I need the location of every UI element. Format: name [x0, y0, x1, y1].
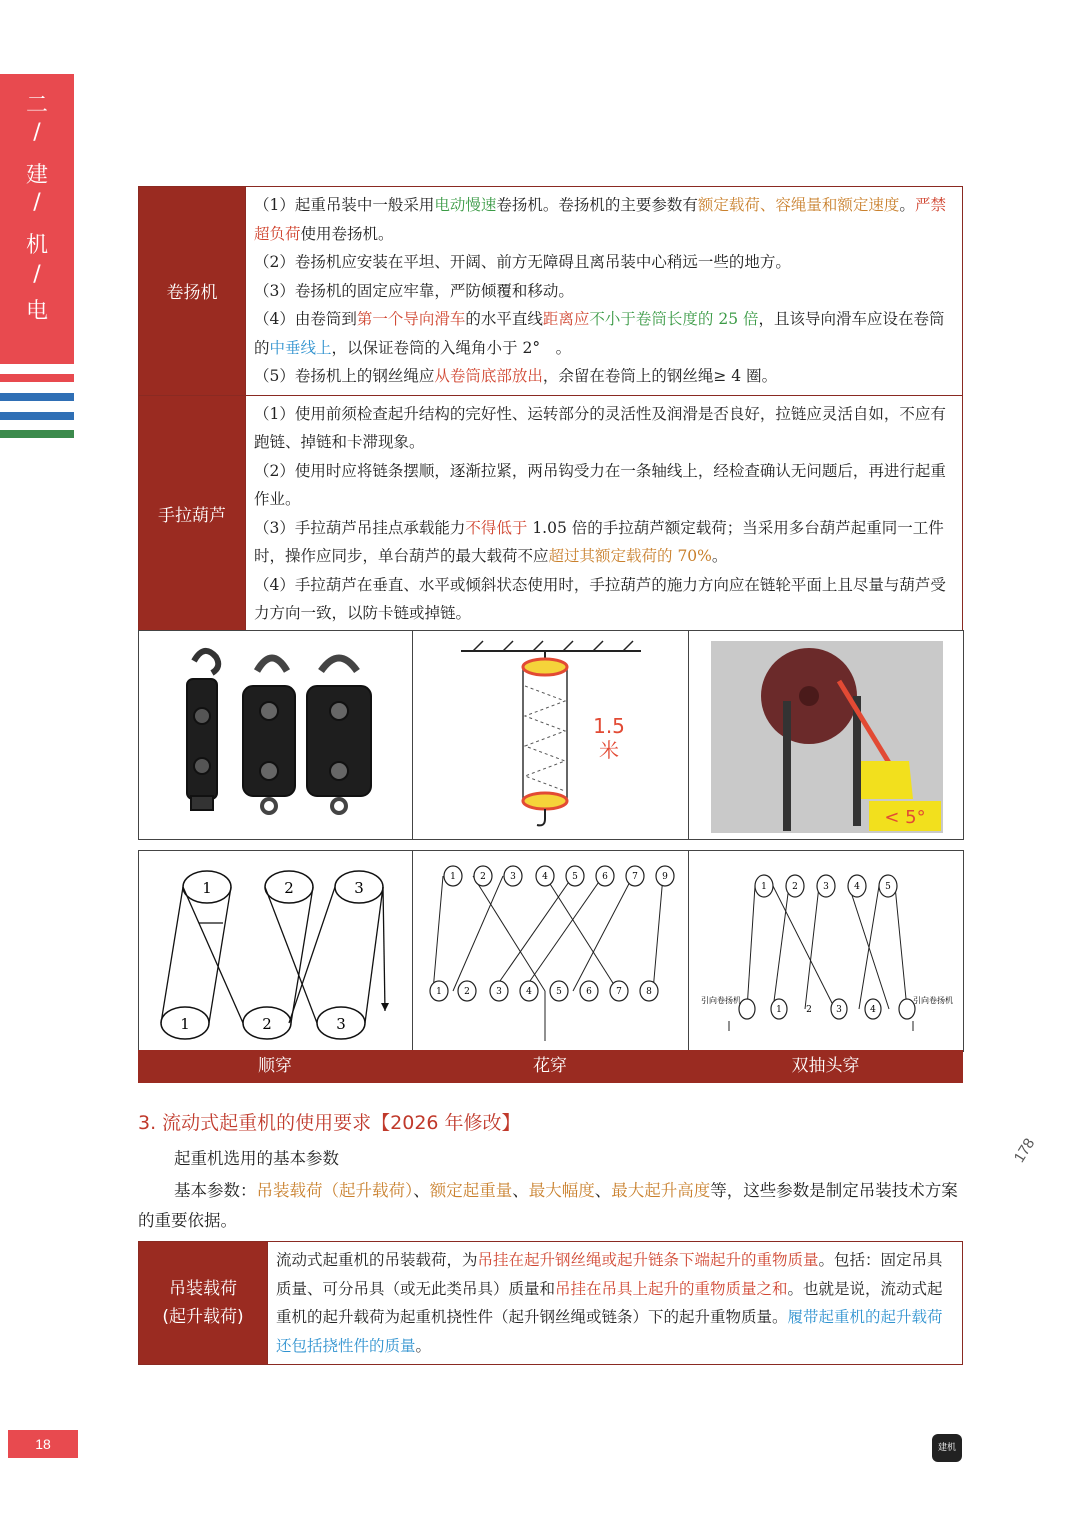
hoist-row	[139, 395, 963, 632]
text-run: （1）使用前须检查起升结构的完好性、运转部分的灵活性及润滑是否良好，拉链应灵活自如，不应有跑链、掉链和卡滞现象。	[254, 404, 946, 451]
corner-logo: 建机	[932, 1434, 962, 1462]
side-tab-char: /	[33, 120, 41, 145]
figure-sequential-reeving	[138, 850, 414, 1052]
text-run: 的水平直线	[465, 310, 543, 328]
text-run: 、	[413, 1181, 430, 1200]
list-item	[254, 400, 954, 457]
load-content	[268, 1242, 963, 1365]
text-run: 最大幅度	[528, 1181, 595, 1200]
text-run: 。	[415, 1336, 432, 1355]
load-row	[139, 1242, 963, 1365]
text-run: 电动慢速	[434, 196, 497, 214]
basic-params-paragraph	[138, 1176, 964, 1236]
drum-illustration	[413, 631, 689, 839]
text-run: 、	[594, 1181, 612, 1200]
drum-length-value: 1.5	[593, 714, 625, 738]
figure-entry-angle	[688, 630, 964, 840]
flower-top-label: 5	[572, 872, 578, 882]
seq-top-2: 2	[284, 879, 294, 897]
text-run: （5）卷扬机上的钢丝绳应	[254, 367, 435, 385]
stripe-blue-2	[0, 412, 74, 420]
entry-angle-label: < 5°	[884, 807, 926, 828]
seq-bottom-1: 1	[180, 1015, 190, 1033]
text-run: 从卷筒底部放出	[434, 367, 543, 385]
text-run: （2）使用时应将链条摆顺，逐渐拉紧，两吊钩受力在一条轴线上，经检查确认无问题后，再进行起重作业。	[254, 461, 946, 508]
hoist-content	[246, 395, 963, 632]
seq-top-1: 1	[202, 879, 212, 897]
caption-flower: 花穿	[533, 1056, 567, 1076]
text-run: 吊挂在吊具上起升的重物质量之和	[555, 1279, 788, 1298]
winch-row	[139, 187, 963, 396]
double-top-label: 3	[823, 882, 829, 892]
winch-hoist-table	[138, 186, 963, 633]
text-run: 履带起重机的起升载荷还包括挠性件的质量	[276, 1308, 943, 1355]
side-tab-char: 机	[25, 233, 48, 258]
text-run: 吊挂在起升钢丝绳或起升链条下端起升的重物质量	[477, 1251, 819, 1269]
list-item	[254, 248, 954, 277]
text-run: 额定起重量	[429, 1181, 513, 1200]
load-label-line-2: (起升载荷)	[162, 1307, 244, 1327]
double-bottom-label: 1	[776, 1005, 782, 1015]
reeving-caption-bar	[138, 1050, 963, 1083]
text-run: 使用卷扬机。	[300, 224, 394, 243]
text-run: （4）由卷筒到	[254, 310, 357, 328]
text-run: 流动式起重机的吊装载荷，为	[276, 1251, 478, 1269]
chapter-side-tab	[0, 74, 74, 364]
stripe-red	[0, 374, 74, 382]
text-run: 超过其额定载荷的 70%	[548, 547, 712, 565]
text-run: 额定载荷、容绳量和额定速度	[697, 196, 900, 214]
section-title: 3. 流动式起重机的使用要求【2026 年修改】	[138, 1112, 521, 1134]
text-run: 严禁超负荷	[254, 196, 946, 243]
list-item	[254, 514, 954, 571]
seq-bottom-2: 2	[262, 1015, 272, 1033]
list-item	[254, 277, 954, 306]
text-run: ，余留在卷筒上的钢丝绳≥ 4 圈。	[542, 367, 778, 385]
text-run: （2）卷扬机应安装在平坦、开阔、前方无障碍且离吊装中心稍远一些的地方。	[254, 253, 791, 271]
text-run: ，且该导向滑车应设在卷筒的	[254, 310, 945, 357]
text-run: 吊装载荷（起升载荷）	[256, 1181, 414, 1200]
stripe-green	[0, 430, 74, 438]
figure-pulley-blocks	[138, 630, 414, 840]
text-run: （4）手拉葫芦在垂直、水平或倾斜状态使用时，手拉葫芦的施力方向应在链轮平面上且尽量与葫芦受力方向一致，以防卡链或掉链。	[254, 575, 946, 622]
text-run: 。也就是说，流动式起重机的起升载荷为起重机挠性件（起升钢丝绳或链条）下的起升重物质量。	[276, 1279, 943, 1326]
sequential-reeving-diagram	[139, 851, 413, 1051]
list-item	[254, 362, 954, 391]
text-run: ，以保证卷筒的入绳角小于 2° 。	[331, 338, 572, 357]
double-top-label: 5	[885, 882, 891, 892]
flower-top-label: 1	[450, 872, 456, 882]
load-table	[138, 1241, 963, 1365]
side-tab-char: 电	[25, 299, 48, 324]
winch-label: 卷扬机	[139, 187, 246, 396]
text-run: 最大起升高度	[611, 1181, 711, 1200]
text-run: 不得低于	[465, 518, 528, 537]
caption-double-end: 双抽头穿	[791, 1056, 860, 1076]
flower-bottom-label: 6	[586, 987, 592, 997]
margin-note: 178	[1010, 1135, 1039, 1166]
flower-top-label: 7	[632, 872, 638, 882]
text-run: 。包括：固定吊具质量、可分吊具（或无此类吊具）质量和	[276, 1251, 943, 1298]
seq-top-3: 3	[354, 879, 364, 897]
double-side-label-right: 引向卷扬机	[913, 996, 953, 1005]
winch-content	[246, 187, 963, 396]
double-top-label: 1	[761, 882, 767, 892]
hoist-label: 手拉葫芦	[139, 395, 246, 632]
page-number: 18	[8, 1430, 78, 1458]
pulley-blocks-illustration	[139, 631, 413, 839]
entry-angle-photo	[689, 631, 963, 839]
side-tab-char: /	[33, 262, 41, 287]
flower-bottom-label: 4	[526, 987, 532, 997]
figure-flower-reeving	[412, 850, 690, 1052]
list-item	[254, 457, 954, 514]
flower-bottom-label: 5	[556, 987, 562, 997]
caption-sequential: 顺穿	[258, 1056, 292, 1076]
text-run: （3）卷扬机的固定应牢靠，严防倾覆和移动。	[254, 281, 574, 300]
text-run: 不小于卷筒长度的 25 倍	[589, 310, 759, 328]
double-bottom-label: 3	[836, 1005, 842, 1015]
load-label	[139, 1242, 268, 1365]
double-side-label-left: 引向卷扬机	[701, 996, 741, 1005]
side-tab-char: 建	[25, 163, 48, 188]
side-tab-char: /	[33, 190, 41, 215]
double-end-reeving-diagram	[689, 851, 963, 1051]
flower-bottom-label: 1	[436, 987, 442, 997]
flower-top-label: 3	[510, 872, 516, 882]
text-run: 。	[711, 547, 728, 565]
flower-bottom-label: 8	[646, 987, 652, 997]
flower-bottom-label: 2	[464, 987, 470, 997]
list-item	[254, 305, 954, 362]
text-run: （3）手拉葫芦吊挂点承载能力	[254, 518, 466, 537]
load-label-line-1: 吊装载荷	[169, 1279, 237, 1299]
double-bottom-label: 2	[806, 1005, 812, 1015]
drum-length-unit: 米	[599, 738, 619, 762]
text-run: 1.05 倍的手拉葫芦额定载荷；当采用多台葫芦起重同一工件时，操作应同步，单台葫芦的最大载荷不应	[254, 518, 944, 565]
stripe-blue-1	[0, 393, 74, 401]
text-run: 中垂线上	[269, 338, 332, 357]
text-run: 卷扬机。卷扬机的主要参数有	[496, 196, 698, 214]
flower-top-label: 2	[480, 872, 486, 882]
figure-drum-length	[412, 630, 690, 840]
double-top-label: 2	[792, 882, 798, 892]
list-item	[254, 571, 954, 628]
text-run: 。	[899, 196, 915, 214]
text-run: 基本参数：	[174, 1181, 257, 1200]
flower-bottom-label: 7	[616, 987, 622, 997]
text-run: 第一个导向滑车	[356, 310, 466, 328]
list-item	[254, 191, 954, 248]
flower-top-label: 9	[662, 872, 668, 882]
text-run: 距离应	[542, 310, 590, 328]
figure-double-end-reeving	[688, 850, 964, 1052]
text-run: 等，这些参数是制定吊装技术方案的重要依据。	[138, 1181, 958, 1230]
flower-bottom-label: 3	[496, 987, 502, 997]
double-bottom-label: 4	[870, 1005, 876, 1015]
text-run: 、	[512, 1181, 529, 1200]
flower-reeving-diagram	[413, 851, 689, 1051]
seq-bottom-3: 3	[336, 1015, 346, 1033]
side-tab-char: 二	[25, 93, 48, 118]
flower-top-label: 4	[542, 872, 548, 882]
double-top-label: 4	[854, 882, 860, 892]
section-subtitle: 起重机选用的基本参数	[174, 1149, 339, 1168]
flower-top-label: 6	[602, 872, 608, 882]
text-run: （1）起重吊装中一般采用	[254, 196, 435, 214]
